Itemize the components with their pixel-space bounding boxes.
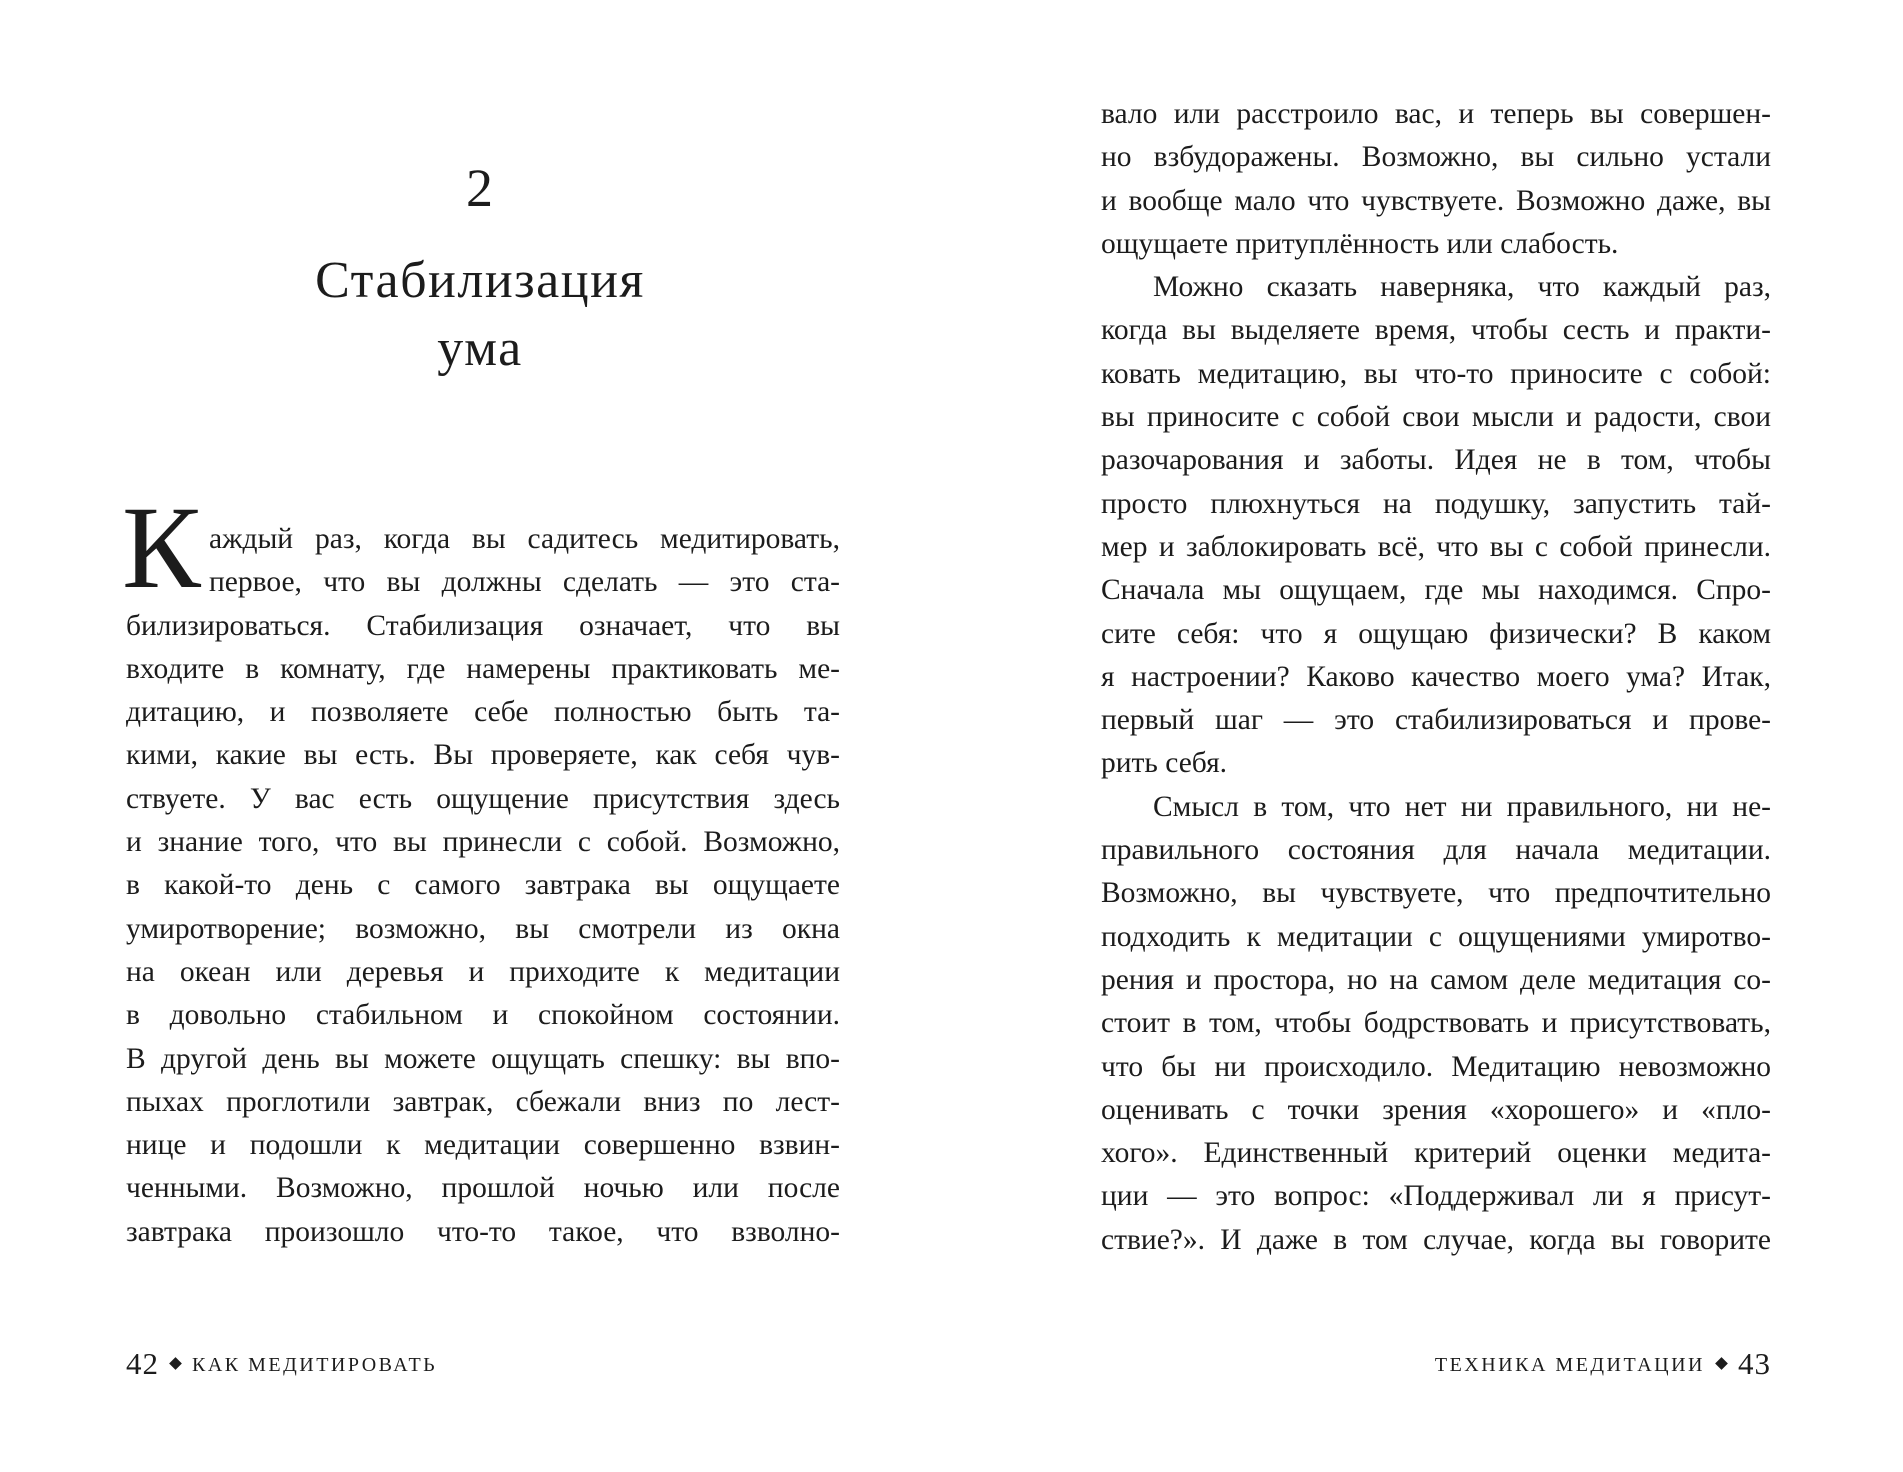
text-line: нице и подошли к медитации совершенно взвин-: [126, 1129, 840, 1162]
text-line: Возможно, вы чувствуете, что предпочтительно: [1101, 877, 1771, 910]
text-line: рения и простора, но на самом деле медитация со-: [1101, 963, 1771, 996]
text-line: Можно сказать наверняка, что каждый раз,: [1153, 271, 1771, 304]
chapter-number: 2: [466, 158, 494, 218]
text-line: вало или расстроило вас, и теперь вы совершен-: [1101, 98, 1771, 130]
text-line: просто плюхнуться на подушку, запустить тай-: [1101, 487, 1771, 520]
page-number: 42: [126, 1346, 159, 1381]
drop-cap: К: [122, 482, 201, 613]
text-line: когда вы выделяете время, чтобы сесть и практи-: [1101, 314, 1771, 347]
text-line: первый шаг — это стабилизироваться и прове-: [1101, 704, 1771, 737]
text-line: ковать медитацию, вы что-то приносите с собой:: [1101, 357, 1771, 390]
text-line: и знание того, что вы принесли с собой. Возможно,: [126, 826, 840, 859]
text-line: завтрака произошло что-то такое, что взволно-: [126, 1215, 840, 1248]
text-line: сите себя: что я ощущаю физически? В каком: [1101, 617, 1771, 650]
text-line: билизироваться. Стабилизация означает, что вы: [126, 609, 840, 642]
right-body-text: [1101, 93, 1771, 1262]
text-line: вы приносите с собой свои мысли и радости, свои: [1101, 401, 1771, 434]
text-line: и вообще мало что чувствуете. Возможно даже, вы: [1101, 184, 1771, 217]
left-body-text: [126, 518, 840, 1254]
text-line: в довольно стабильном и спокойном состоянии.: [126, 999, 840, 1032]
chapter-title: [130, 247, 830, 383]
text-line: входите в комнату, где намерены практиковать ме-: [126, 652, 840, 685]
text-line: правильного состояния для начала медитации.: [1101, 834, 1771, 867]
text-line: на океан или деревья и приходите к медитации: [126, 955, 840, 988]
chapter-title-line-2: ума: [437, 320, 523, 377]
text-line: Сначала мы ощущаем, где мы находимся. Спро-: [1101, 574, 1771, 607]
right-page: [951, 0, 1903, 1472]
text-line: оценивать с точки зрения «хорошего» и «пло-: [1101, 1093, 1771, 1126]
text-line: хого». Единственный критерий оценки медита-: [1101, 1137, 1771, 1170]
text-line: дитацию, и позволяете себе полностью быть та-: [126, 696, 840, 729]
left-footer: [126, 1344, 437, 1385]
text-line: рить себя.: [1101, 747, 1228, 780]
running-head-book-title: КАК МЕДИТИРОВАТЬ: [192, 1354, 438, 1376]
text-line: мер и заблокировать всё, что вы с собой принесли.: [1101, 530, 1771, 563]
text-line: в какой-то день с самого завтрака вы ощущаете: [126, 869, 840, 902]
left-page: [0, 0, 951, 1472]
text-line: подходить к медитации с ощущениями умиротво-: [1101, 920, 1771, 953]
text-line: кими, какие вы есть. Вы проверяете, как себя чув-: [126, 739, 840, 772]
text-line: что бы ни происходило. Медитацию невозможно: [1101, 1050, 1771, 1083]
text-line: аждый раз, когда вы садитесь медитировать,: [209, 523, 840, 555]
right-footer: [1435, 1344, 1771, 1385]
text-line: ции — это вопрос: «Поддерживал ли я присут-: [1101, 1180, 1771, 1213]
text-line: ченными. Возможно, прошлой ночью или после: [126, 1172, 840, 1205]
page-number: 43: [1738, 1346, 1771, 1381]
text-line: разочарования и заботы. Идея не в том, чтобы: [1101, 444, 1771, 477]
running-head-part-title: ТЕХНИКА МЕДИТАЦИИ: [1434, 1354, 1705, 1376]
text-line: Смысл в том, что нет ни правильного, ни не-: [1153, 790, 1771, 823]
text-line: но взбудоражены. Возможно, вы сильно устали: [1101, 141, 1771, 174]
text-line: ствуете. У вас есть ощущение присутствия здесь: [126, 782, 840, 815]
text-line: первое, что вы должны сделать — это ста-: [209, 566, 840, 599]
text-line: стоит в том, чтобы бодрствовать и присутствовать,: [1101, 1007, 1771, 1040]
diamond-bullet-icon: [1715, 1357, 1728, 1370]
text-line: ощущаете притуплённость или слабость.: [1101, 227, 1619, 260]
text-line: я настроении? Каково качество моего ума? Итак,: [1101, 660, 1771, 693]
diamond-bullet-icon: [169, 1357, 182, 1370]
text-line: умиротворение; возможно, вы смотрели из окна: [126, 912, 840, 945]
text-line: пыхах проглотили завтрак, сбежали вниз по лест-: [126, 1085, 840, 1118]
text-line: В другой день вы можете ощущать спешку: вы впо-: [126, 1042, 840, 1075]
text-line: ствие?». И даже в том случае, когда вы говорите: [1101, 1223, 1771, 1256]
chapter-title-line-1: Стабилизация: [315, 252, 645, 309]
